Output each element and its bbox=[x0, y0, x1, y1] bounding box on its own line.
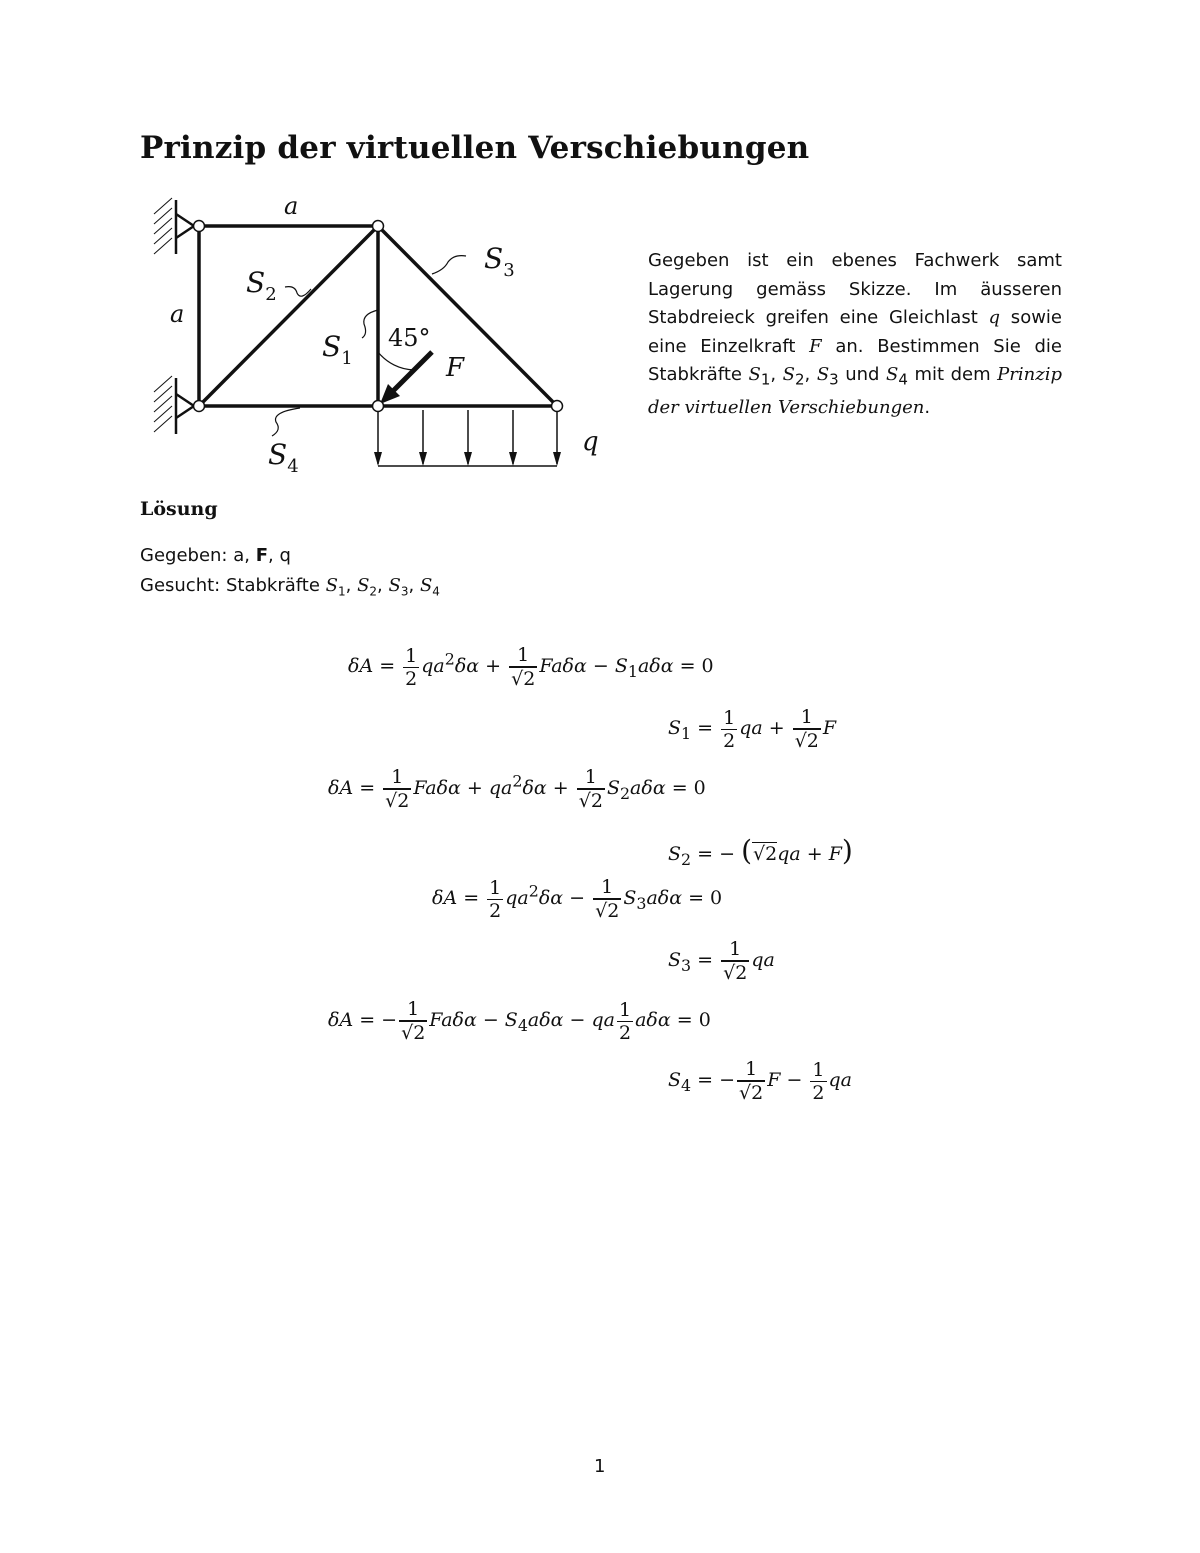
label-s3: $S_3$ bbox=[484, 242, 515, 281]
label-a-left: a bbox=[170, 300, 185, 328]
result-s4: $S_4$ = − $\frac{1}{√2}$ F − $\frac{1}{2}$ qa bbox=[668, 1058, 853, 1104]
pin-support-bottom bbox=[154, 376, 194, 434]
label-a-top: a bbox=[284, 192, 299, 220]
page-title: Prinzip der virtuellen Verschiebungen bbox=[140, 130, 810, 166]
result-s1: $S_1$ = $\frac{1}{2}$ qa + $\frac{1}{√2}$ F bbox=[668, 706, 837, 752]
given-line: Gegeben: a, F, q bbox=[140, 545, 291, 566]
result-s2: $S_2$ = − (√2qa + F) bbox=[668, 834, 853, 869]
label-s2: $S_2$ bbox=[246, 266, 277, 305]
truss-members bbox=[199, 226, 557, 406]
label-load: q bbox=[582, 427, 599, 457]
result-s3: $S_3$ = $\frac{1}{√2}$ qa bbox=[668, 938, 775, 984]
truss-diagram bbox=[130, 180, 610, 480]
equation-2: δA = $\frac{1}{√2}$ $Fa\delta\alpha + qa^2\delta\alpha$ + $\frac{1}{√2}$ $S_2a\delta\alpha = 0$ bbox=[328, 766, 706, 812]
pin-support-top bbox=[154, 198, 194, 254]
label-s1: $S_1$ bbox=[322, 330, 353, 369]
solution-heading: Lösung bbox=[140, 498, 218, 520]
label-s4: $S_4$ bbox=[268, 438, 299, 477]
label-angle: 45° bbox=[388, 324, 431, 352]
force-arrow bbox=[392, 352, 432, 392]
sought-line: Gesucht: Stabkräfte $S_1$, $S_2$, $S_3$, $S_4$ bbox=[140, 575, 440, 599]
equation-3: δA = $\frac{1}{2}$ $qa^2\delta\alpha$ − $\frac{1}{√2}$ $S_3a\delta\alpha = 0$ bbox=[432, 876, 723, 922]
equation-4: δA = − $\frac{1}{√2}$ $Fa\delta\alpha - S_4a\delta\alpha$ − qa $\frac{1}{2}$ aδα = 0 bbox=[328, 998, 711, 1044]
problem-statement: Gegeben ist ein ebenes Fachwerk samt Lagerung gemäss Skizze. Im äusseren Stabdreieck greifen eine Gleichlast q sowie eine Einzelkraft F an. Bestimmen Sie die Stabkräfte $S_1$, $S_2$, $S_3$ und $S_4$ mit dem Prinzip der virtuellen Verschiebungen. bbox=[648, 250, 1062, 419]
page-number: 1 bbox=[594, 1456, 606, 1477]
label-force: F bbox=[446, 353, 465, 383]
equation-1: δA = $\frac{1}{2}$ $qa^2\delta\alpha$ + $\frac{1}{√2}$ $Fa\delta\alpha - S_1a\delta\alpha = 0$ bbox=[348, 644, 714, 690]
